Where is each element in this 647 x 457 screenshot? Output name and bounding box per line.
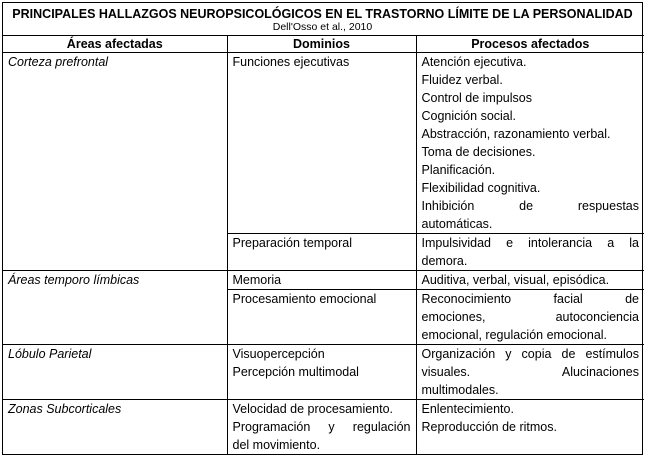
process-item: Atención ejecutiva. [421, 55, 527, 69]
domain-cell [227, 234, 416, 271]
process-item: demora. [421, 254, 468, 268]
domain-executive: Funciones ejecutivas [232, 55, 350, 69]
process-item: Organización y copia de estímulos [421, 347, 639, 361]
process-item: Inhibición de respuestas [421, 199, 639, 213]
domain-processing-speed: Velocidad de procesamiento. [232, 402, 394, 416]
area-cell [3, 400, 227, 455]
area-cell [3, 271, 227, 345]
header-row [3, 36, 644, 53]
process-item: Reconocimiento facial de [421, 292, 639, 306]
table-row [3, 271, 644, 290]
domain-movement-programming: Programación y regulación [232, 420, 411, 434]
area-temporolimbic: Áreas temporo límbicas [8, 273, 140, 287]
process-cell [416, 400, 644, 455]
process-item: Control de impulsos [421, 91, 532, 105]
area-cell [3, 345, 227, 400]
area-cell [3, 53, 227, 271]
process-item: Impulsividad e intolerancia a la [421, 236, 639, 250]
header-processes: Procesos afectados [416, 36, 644, 53]
process-item: Flexibilidad cognitiva. [421, 181, 541, 195]
table-subtitle: Dell'Osso et al., 2010 [272, 21, 373, 33]
process-item: Toma de decisiones. [421, 145, 536, 159]
process-item: Cognición social. [421, 109, 516, 123]
process-item: multimodales. [421, 383, 499, 397]
findings-table-frame [2, 2, 643, 455]
header-areas: Áreas afectadas [3, 36, 227, 53]
domain-multimodal-perception: Percepción multimodal [232, 365, 359, 379]
findings-table [3, 35, 644, 454]
domain-cell [227, 290, 416, 345]
table-row [3, 53, 644, 234]
domain-cell [227, 271, 416, 290]
process-cell [416, 290, 644, 345]
area-subcortical: Zonas Subcorticales [8, 402, 122, 416]
domain-memory: Memoria [232, 273, 282, 287]
domain-visuoperception: Visuopercepción [232, 347, 325, 361]
process-cell [416, 234, 644, 271]
table-row [3, 400, 644, 455]
domain-movement-programming-cont: del movimiento. [232, 438, 321, 452]
domain-cell [227, 400, 416, 455]
table-title: PRINCIPALES HALLAZGOS NEUROPSICOLÓGICOS EN EL TRASTORNO LÍMITE DE LA PERSONALIDAD [12, 7, 633, 21]
process-item: emociones, autoconciencia [421, 310, 639, 324]
process-item: Reproducción de ritmos. [421, 420, 557, 434]
domain-temporal-preparation: Preparación temporal [232, 236, 353, 250]
domain-cell [227, 345, 416, 400]
process-cell [416, 271, 644, 290]
process-item: Planificación. [421, 163, 496, 177]
header-domains: Dominios [227, 36, 416, 53]
domain-cell [227, 53, 416, 234]
domain-emotional-processing: Procesamiento emocional [232, 292, 377, 306]
process-cell [416, 53, 644, 234]
area-parietal: Lóbulo Parietal [8, 347, 92, 361]
process-item: emocional, regulación emocional. [421, 328, 608, 342]
process-cell [416, 345, 644, 400]
process-item: automáticas. [421, 217, 493, 231]
process-item: Auditiva, verbal, visual, episódica. [421, 273, 610, 287]
area-prefrontal: Corteza prefrontal [8, 55, 109, 69]
process-item: visuales. Alucinaciones [421, 365, 639, 379]
process-item: Fluidez verbal. [421, 73, 503, 87]
process-item: Abstracción, razonamiento verbal. [421, 127, 611, 141]
table-row [3, 345, 644, 400]
process-item: Enlentecimiento. [421, 402, 514, 416]
